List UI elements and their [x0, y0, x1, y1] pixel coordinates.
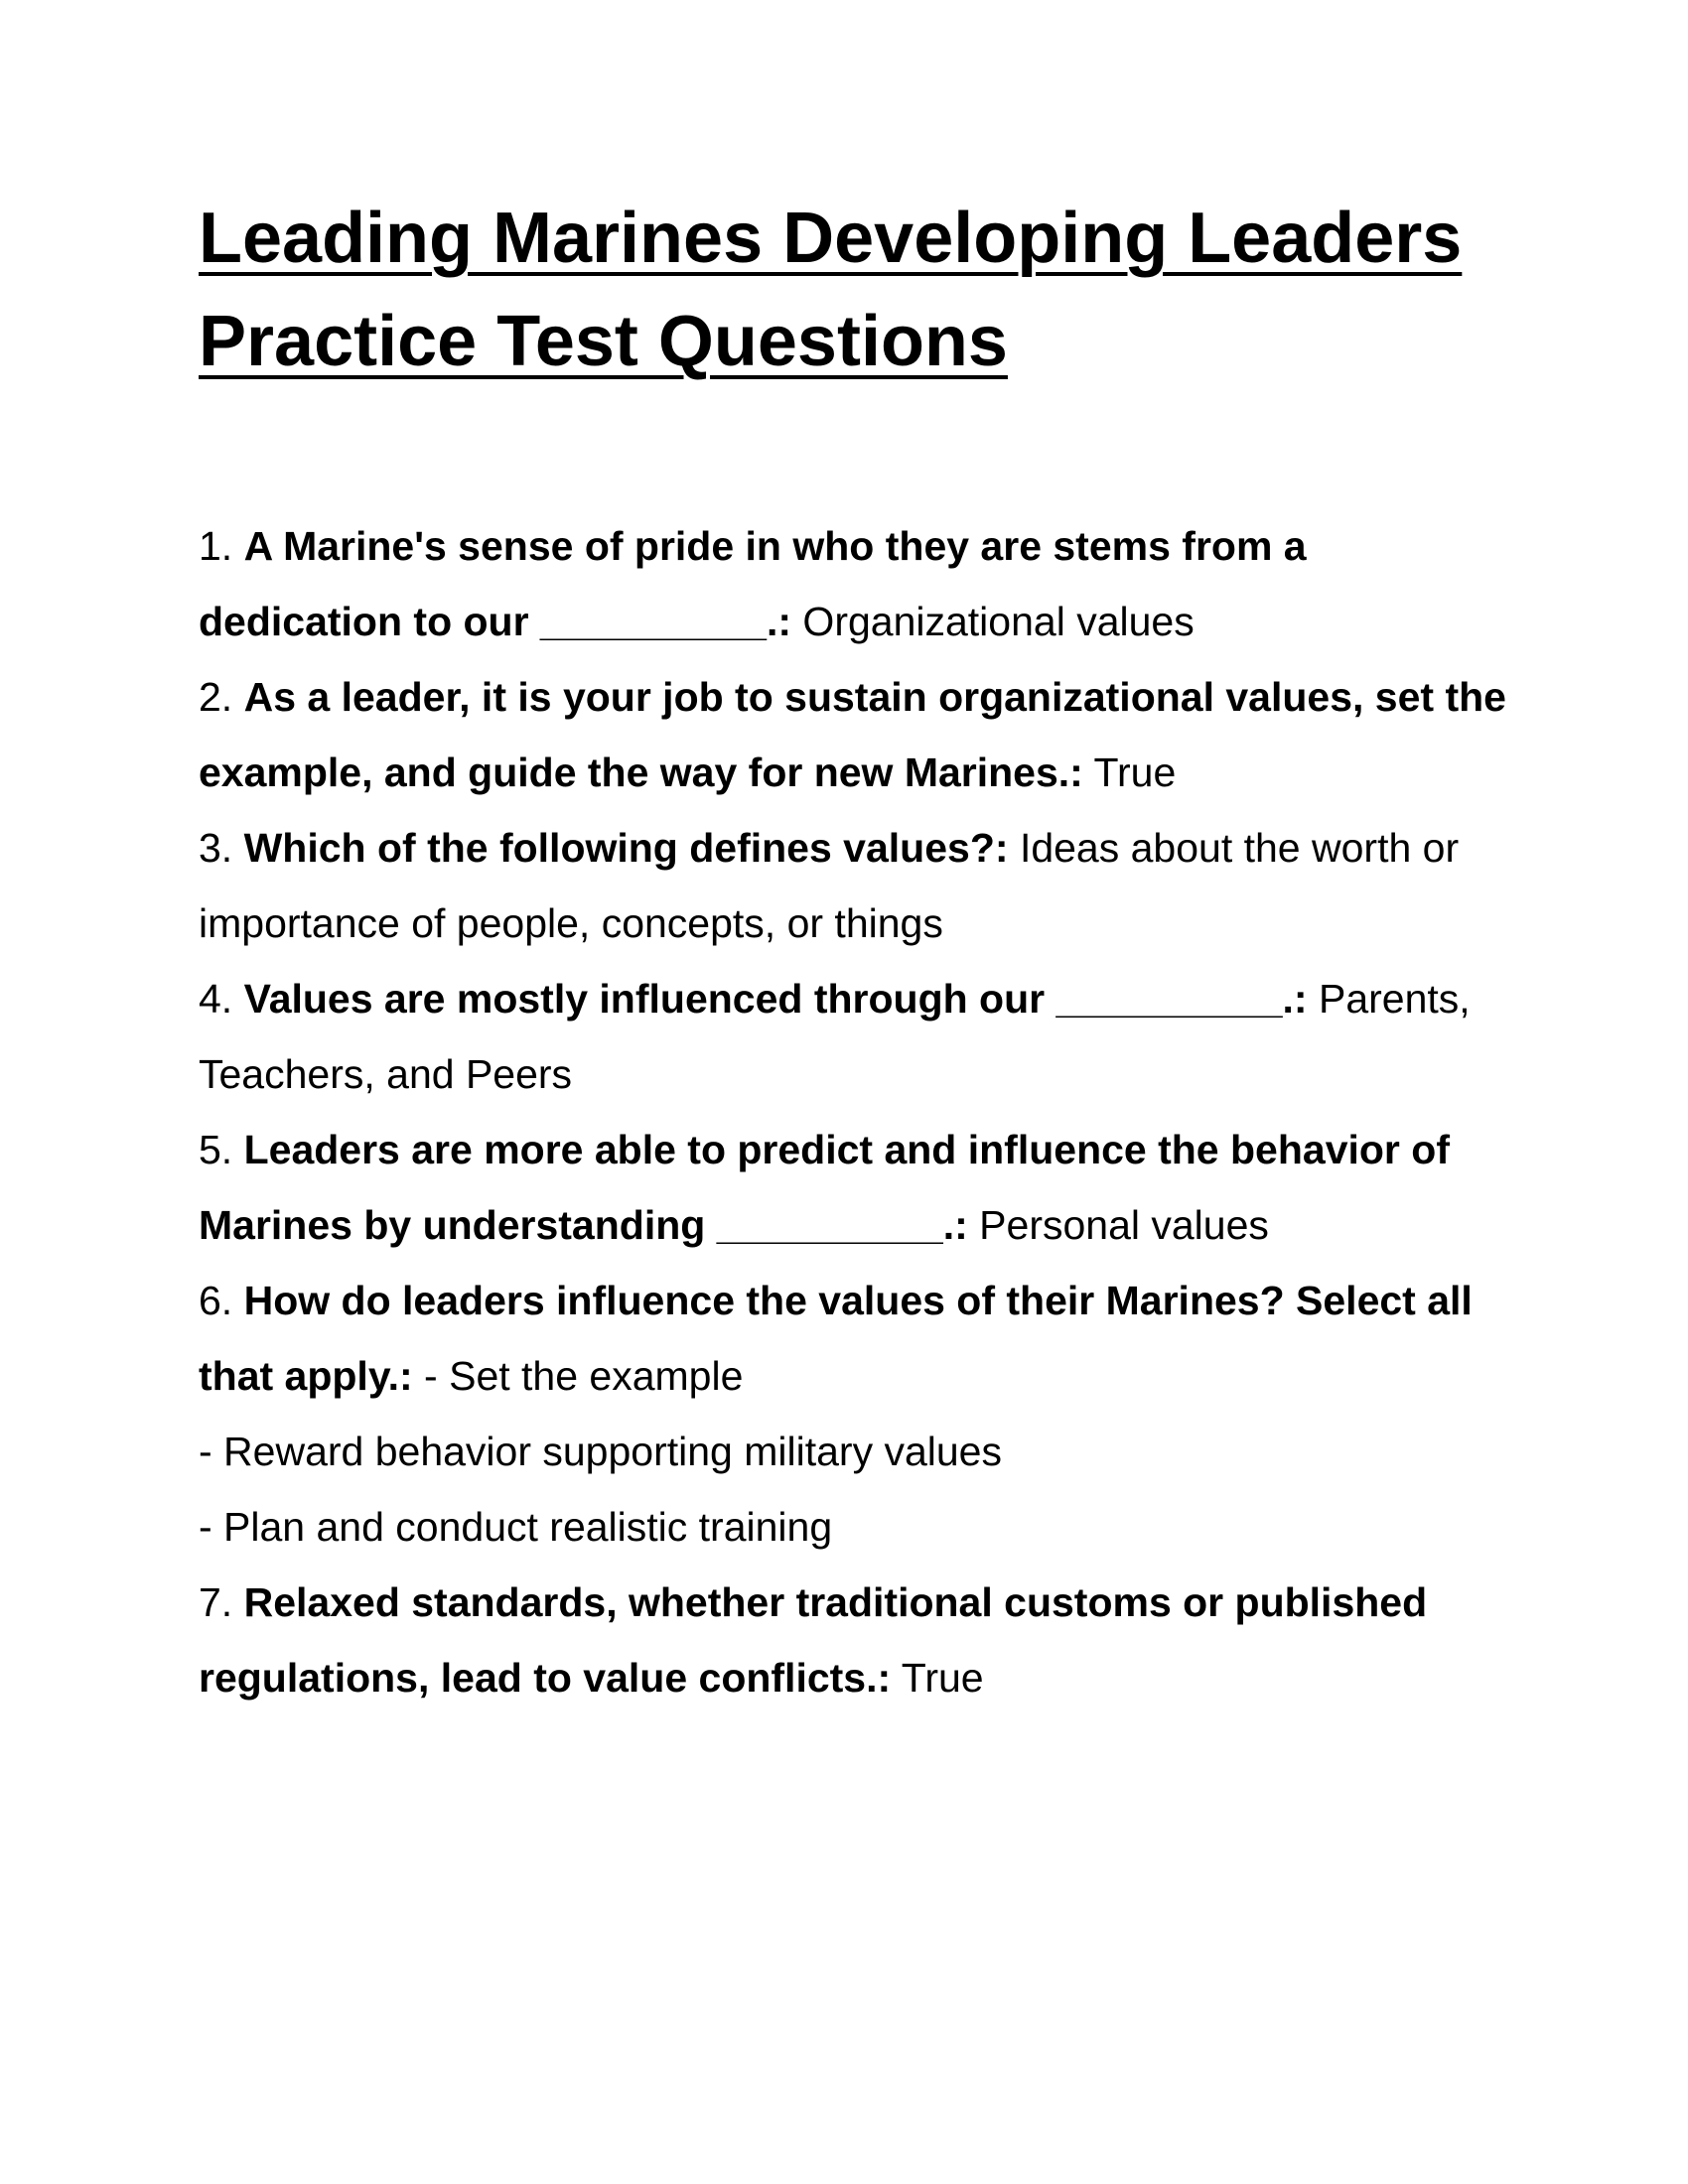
question-text: Relaxed standards, whether traditional customs or published regulations, lead to value conflicts.: [199, 1579, 1428, 1701]
answer-line: - Reward behavior supporting military values [199, 1429, 1002, 1474]
question-item [199, 659, 1519, 810]
answer-text: Parents, Teachers, and Peers [199, 976, 1471, 1097]
answer-text: Ideas about the worth or importance of people, concepts, or things [199, 825, 1460, 946]
question-text: A Marine's sense of pride in who they are stems from a dedication to our __________.: [199, 523, 1307, 644]
question-item [199, 961, 1519, 1112]
answer-line: - Set the example [424, 1353, 744, 1399]
question-list [199, 508, 1519, 1715]
question-number: 5. [199, 1127, 233, 1172]
question-number: 4. [199, 976, 233, 1022]
question-number: 7. [199, 1579, 233, 1625]
answer-text: Personal values [979, 1202, 1269, 1248]
question-item [199, 1565, 1519, 1715]
question-item [199, 810, 1519, 961]
question-number: 1. [199, 523, 233, 569]
document-title-line-1: Leading Marines Developing Leaders [199, 199, 1463, 278]
answer-text: True [1093, 750, 1177, 795]
answer-text: Organizational values [802, 599, 1195, 644]
answer-text: True [901, 1655, 984, 1701]
question-text: As a leader, it is your job to sustain organizational values, set the example, and guide the way for new Marines.: [199, 674, 1506, 795]
document-title-line-2: Practice Test Questions [199, 302, 1008, 381]
question-item [199, 508, 1519, 659]
question-number: 6. [199, 1278, 233, 1323]
question-number: 3. [199, 825, 233, 871]
document-page [199, 187, 1519, 1715]
question-text: Values are mostly influenced through our __________.: [243, 976, 1308, 1022]
question-text: Which of the following defines values?: [243, 825, 1009, 871]
question-item [199, 1112, 1519, 1263]
question-text: How do leaders influence the values of their Marines? Select all that apply.: [199, 1278, 1473, 1399]
question-item [199, 1263, 1519, 1565]
answer-line: - Plan and conduct realistic training [199, 1504, 833, 1550]
document-title [199, 187, 1519, 393]
question-text: Leaders are more able to predict and influence the behavior of Marines by understanding __________.: [199, 1127, 1450, 1248]
question-number: 2. [199, 674, 233, 720]
